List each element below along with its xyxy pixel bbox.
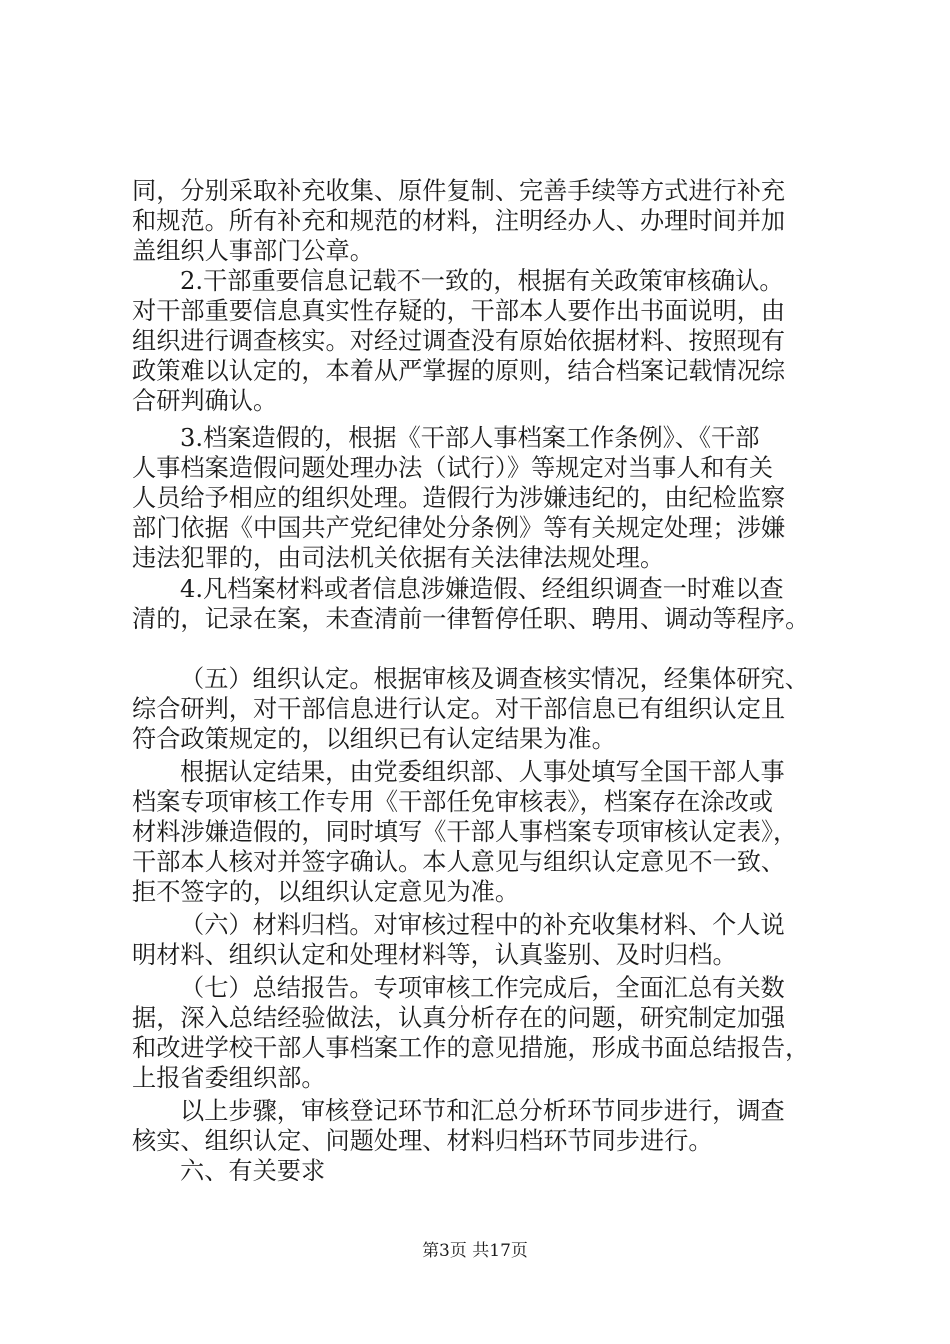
text-line: 档案专项审核工作专用《干部任免审核表》，档案存在涂改或 (132, 788, 773, 816)
text-line: 拒不签字的，以组织认定意见为准。 (132, 878, 520, 906)
section-heading: （六）材料归档。对审核过程中的补充收集材料、个人说 (180, 911, 785, 939)
text-line: 3.档案造假的，根据《干部人事档案工作条例》、《干部 (180, 424, 760, 452)
text-line: 以上步骤，审核登记环节和汇总分析环节同步进行，调查 (180, 1097, 785, 1125)
text-line: 人员给予相应的组织处理。造假行为涉嫌违纪的，由纪检监察 (132, 484, 786, 512)
text-line: 对干部重要信息真实性存疑的，干部本人要作出书面说明，由 (132, 297, 786, 325)
text-line: 政策难以认定的，本着从严掌握的原则，结合档案记载情况综 (132, 357, 786, 385)
section-heading: （七）总结报告。专项审核工作完成后，全面汇总有关数 (180, 974, 785, 1002)
text-line: 干部本人核对并签字确认。本人意见与组织认定意见不一致、 (132, 848, 786, 876)
text-line: 根据认定结果，由党委组织部、人事处填写全国干部人事 (180, 758, 785, 786)
text-line: 2.干部重要信息记载不一致的，根据有关政策审核确认。 (180, 267, 784, 295)
text-line: 清的，记录在案，未查清前一律暂停任职、聘用、调动等程序。 (132, 605, 810, 633)
text-line: 上报省委组织部。 (132, 1064, 326, 1092)
text-line: 和规范。所有补充和规范的材料，注明经办人、办理时间并加 (132, 207, 786, 235)
text-line: 同，分别采取补充收集、原件复制、完善手续等方式进行补充 (132, 177, 786, 205)
text-line: 和改进学校干部人事档案工作的意见措施，形成书面总结报告， (132, 1034, 810, 1062)
text-line: 明材料、组织认定和处理材料等，认真鉴别、及时归档。 (132, 941, 737, 969)
text-line: 材料涉嫌造假的，同时填写《干部人事档案专项审核认定表》， (132, 818, 798, 846)
text-line: 综合研判，对干部信息进行认定。对干部信息已有组织认定且 (132, 695, 786, 723)
page-number: 第3页 共17页 (422, 1241, 528, 1261)
text-line: 违法犯罪的，由司法机关依据有关法律法规处理。 (132, 544, 665, 572)
text-line: 符合政策规定的，以组织已有认定结果为准。 (132, 725, 616, 753)
text-line: 部门依据《中国共产党纪律处分条例》等有关规定处理；涉嫌 (132, 514, 786, 542)
text-line: 据，深入总结经验做法，认真分析存在的问题，研究制定加强 (132, 1004, 786, 1032)
text-line: 人事档案造假问题处理办法（试行）》等规定对当事人和有关 (132, 454, 773, 482)
page-footer (0, 1240, 950, 1262)
text-line: 组织进行调查核实。对经过调查没有原始依据材料、按照现有 (132, 327, 786, 355)
text-line: 核实、组织认定、问题处理、材料归档环节同步进行。 (132, 1127, 713, 1155)
section-heading: 六、有关要求 (180, 1157, 326, 1185)
section-heading: （五）组织认定。根据审核及调查核实情况，经集体研究、 (180, 665, 809, 693)
text-line: 盖组织人事部门公章。 (132, 237, 374, 265)
text-line: 合研判确认。 (132, 387, 278, 415)
text-line: 4.凡档案材料或者信息涉嫌造假、经组织调查一时难以查 (180, 575, 784, 603)
